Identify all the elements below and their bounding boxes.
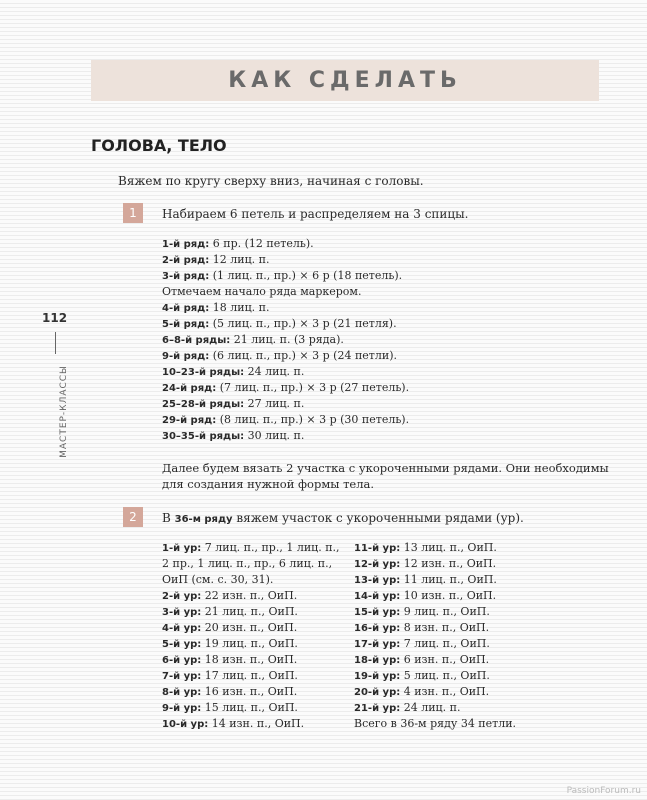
instruction-row — [162, 364, 409, 380]
step-1-row-list — [162, 236, 409, 444]
row-text: 17 лиц. п., ОиП. — [201, 669, 298, 682]
instruction-row — [162, 540, 340, 556]
row-text: 18 лиц. п. — [209, 301, 270, 314]
row-label: 1-й ур: — [162, 543, 202, 554]
instruction-row — [354, 604, 516, 620]
instruction-row — [162, 668, 340, 684]
instruction-row — [162, 684, 340, 700]
instruction-row — [354, 572, 516, 588]
row-label: 5-й ур: — [162, 639, 202, 650]
row-label: 17-й ур: — [354, 639, 401, 650]
row-label: 10–23-й ряды: — [162, 367, 245, 378]
step-2-text — [162, 511, 524, 525]
row-label: 25–28-й ряды: — [162, 399, 245, 410]
instruction-row — [354, 668, 516, 684]
row-text: 11 лиц. п., ОиП. — [400, 573, 497, 586]
row-text: 8 изн. п., ОиП. — [400, 621, 490, 634]
row-label: 12-й ур: — [354, 559, 401, 570]
step-2-left-column — [162, 540, 340, 732]
row-text: 14 изн. п., ОиП. — [208, 717, 305, 730]
instruction-row — [162, 620, 340, 636]
row-label: 6-й ур: — [162, 655, 202, 666]
instruction-row — [162, 572, 340, 588]
row-label: 8-й ур: — [162, 687, 202, 698]
row-label: 13-й ур: — [354, 575, 401, 586]
row-text: (7 лиц. п., пр.) × 3 р (27 петель). — [216, 381, 410, 394]
row-text: 2 пр., 1 лиц. п., пр., 6 лиц. п., — [162, 557, 333, 570]
instruction-row — [162, 268, 409, 284]
instruction-row — [162, 300, 409, 316]
row-label: 19-й ур: — [354, 671, 401, 682]
row-text: (1 лиц. п., пр.) × 6 р (18 петель). — [209, 269, 403, 282]
row-label: 4-й ряд: — [162, 303, 210, 314]
row-label: 5-й ряд: — [162, 319, 210, 330]
instruction-row — [354, 700, 516, 716]
instruction-row — [354, 684, 516, 700]
step-2-text-bold: 36-м ряду — [174, 514, 233, 525]
row-text: Отмечаем начало ряда маркером. — [162, 285, 362, 298]
row-text: 6 изн. п., ОиП. — [400, 653, 490, 666]
row-label: 2-й ур: — [162, 591, 202, 602]
instruction-row — [162, 396, 409, 412]
instruction-row — [354, 540, 516, 556]
instruction-row — [354, 620, 516, 636]
instruction-row — [162, 652, 340, 668]
row-text: 16 изн. п., ОиП. — [201, 685, 298, 698]
row-text: 22 изн. п., ОиП. — [201, 589, 298, 602]
instruction-row — [162, 636, 340, 652]
instruction-row — [162, 252, 409, 268]
row-text: 20 изн. п., ОиП. — [201, 621, 298, 634]
row-label: 3-й ряд: — [162, 271, 210, 282]
page-number: 112 — [42, 311, 68, 325]
row-label: 7-й ур: — [162, 671, 202, 682]
row-label: 2-й ряд: — [162, 255, 210, 266]
row-text: (5 лиц. п., пр.) × 3 р (21 петля). — [209, 317, 397, 330]
row-text: 15 лиц. п., ОиП. — [201, 701, 298, 714]
instruction-row — [354, 636, 516, 652]
instruction-row — [162, 588, 340, 604]
row-label: 29-й ряд: — [162, 415, 217, 426]
row-text: 19 лиц. п., ОиП. — [201, 637, 298, 650]
row-text: 9 лиц. п., ОиП. — [400, 605, 490, 618]
row-text: 6 пр. (12 петель). — [209, 237, 314, 250]
row-text: 24 лиц. п. — [400, 701, 461, 714]
instruction-row — [162, 284, 409, 300]
instruction-row — [354, 556, 516, 572]
row-label: 30–35-й ряды: — [162, 431, 245, 442]
row-label: 1-й ряд: — [162, 239, 210, 250]
section-banner — [91, 60, 599, 101]
row-text: 4 изн. п., ОиП. — [400, 685, 490, 698]
section-title: ГОЛОВА, ТЕЛО — [91, 136, 227, 155]
row-text: 27 лиц. п. — [244, 397, 305, 410]
row-text: 10 изн. п., ОиП. — [400, 589, 497, 602]
step-1-badge: 1 — [123, 203, 143, 223]
row-text: 30 лиц. п. — [244, 429, 305, 442]
step-1-note: Далее будем вязать 2 участка с укороченными рядами. Они необходимы для создания нужной формы тела. — [162, 461, 609, 491]
instruction-row — [162, 556, 340, 572]
row-text: 5 лиц. п., ОиП. — [400, 669, 490, 682]
row-text: 24 лиц. п. — [244, 365, 305, 378]
row-text: 7 лиц. п., ОиП. — [400, 637, 490, 650]
side-section-label: МАСТЕР-КЛАССЫ — [59, 365, 69, 458]
row-label: 9-й ряд: — [162, 351, 210, 362]
row-text: 12 изн. п., ОиП. — [400, 557, 497, 570]
step-2-text-before: В — [162, 511, 175, 525]
step-1-text: Набираем 6 петель и распределяем на 3 спицы. — [162, 207, 469, 221]
row-text: 13 лиц. п., ОиП. — [400, 541, 497, 554]
instruction-row — [162, 332, 409, 348]
row-text: (6 лиц. п., пр.) × 3 р (24 петли). — [209, 349, 397, 362]
row-label: 10-й ур: — [162, 719, 209, 730]
row-text: 21 лиц. п. (3 ряда). — [230, 333, 344, 346]
row-text: 18 изн. п., ОиП. — [201, 653, 298, 666]
instruction-row — [162, 236, 409, 252]
row-text: 12 лиц. п. — [209, 253, 270, 266]
instruction-row — [162, 412, 409, 428]
row-label: 18-й ур: — [354, 655, 401, 666]
row-label: 20-й ур: — [354, 687, 401, 698]
instruction-row — [162, 380, 409, 396]
row-text: ОиП (см. с. 30, 31). — [162, 573, 274, 586]
row-text: Всего в 36-м ряду 34 петли. — [354, 717, 517, 730]
step-2-text-after: вяжем участок с укороченными рядами (ур). — [232, 511, 524, 525]
intro-text: Вяжем по кругу сверху вниз, начиная с головы. — [118, 174, 424, 188]
instruction-row — [162, 316, 409, 332]
instruction-row — [354, 652, 516, 668]
instruction-row — [354, 588, 516, 604]
row-label: 3-й ур: — [162, 607, 202, 618]
instruction-row — [162, 604, 340, 620]
page-number-rule — [55, 332, 56, 354]
banner-title: КАК СДЕЛАТЬ — [228, 68, 462, 93]
row-label: 14-й ур: — [354, 591, 401, 602]
row-label: 15-й ур: — [354, 607, 401, 618]
row-label: 24-й ряд: — [162, 383, 217, 394]
instruction-row — [162, 348, 409, 364]
row-text: 7 лиц. п., пр., 1 лиц. п., — [201, 541, 340, 554]
step-2-right-column — [354, 540, 516, 732]
row-label: 21-й ур: — [354, 703, 401, 714]
step-2-badge: 2 — [123, 507, 143, 527]
row-label: 9-й ур: — [162, 703, 202, 714]
row-text: (8 лиц. п., пр.) × 3 р (30 петель). — [216, 413, 410, 426]
instruction-row — [162, 700, 340, 716]
row-label: 4-й ур: — [162, 623, 202, 634]
row-label: 11-й ур: — [354, 543, 401, 554]
row-text: 21 лиц. п., ОиП. — [201, 605, 298, 618]
row-label: 6–8-й ряды: — [162, 335, 231, 346]
instruction-row — [162, 428, 409, 444]
watermark: PassionForum.ru — [566, 786, 641, 796]
instruction-row — [162, 716, 340, 732]
row-label: 16-й ур: — [354, 623, 401, 634]
instruction-row — [354, 716, 516, 732]
